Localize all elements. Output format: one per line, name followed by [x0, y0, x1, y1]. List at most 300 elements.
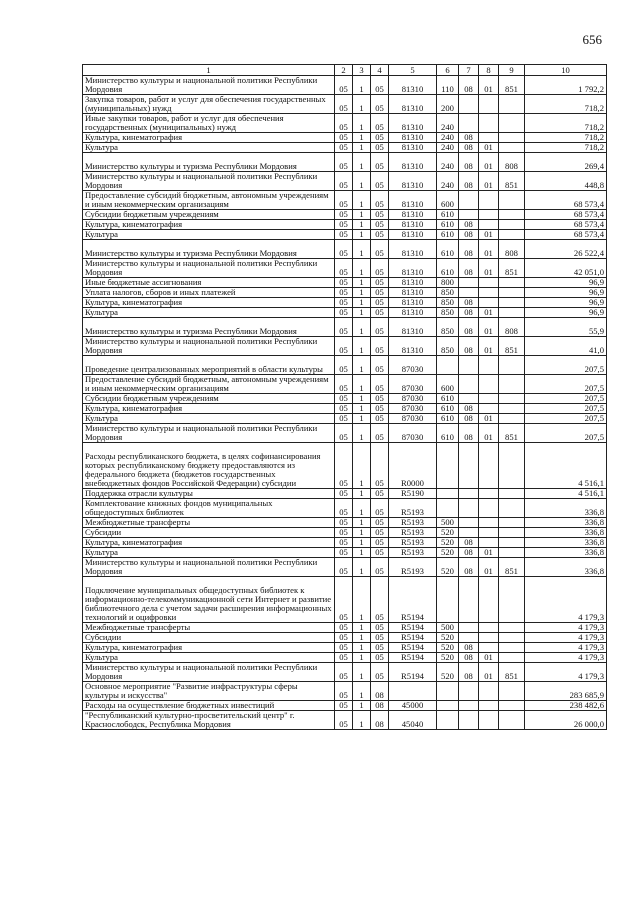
item-name-cell: Уплата налогов, сборов и иных платежей	[83, 288, 335, 298]
section-cell	[459, 210, 479, 220]
ministry-code-cell	[499, 308, 525, 318]
header-cell: 10	[525, 65, 607, 76]
section-cell: 08	[459, 76, 479, 95]
code-col3-cell: 1	[353, 404, 371, 414]
section-cell	[459, 711, 479, 730]
ministry-code-cell	[499, 443, 525, 489]
code-col4-cell: 08	[371, 711, 389, 730]
subsection-cell	[479, 394, 499, 404]
code-col3-cell: 1	[353, 711, 371, 730]
code-col4-cell: 05	[371, 558, 389, 577]
code-col2-cell: 05	[335, 394, 353, 404]
code-col3-cell: 1	[353, 538, 371, 548]
code-col4-cell: 05	[371, 404, 389, 414]
program-code-cell: 87030	[389, 414, 437, 424]
amount-cell: 4 516,1	[525, 443, 607, 489]
table-row	[83, 404, 607, 414]
program-code-cell: R5193	[389, 558, 437, 577]
ministry-code-cell	[499, 682, 525, 701]
code-col3-cell: 1	[353, 210, 371, 220]
subsection-cell	[479, 220, 499, 230]
code-col3-cell: 1	[353, 633, 371, 643]
table-row	[83, 308, 607, 318]
item-name-cell: Культура	[83, 308, 335, 318]
code-col3-cell: 1	[353, 653, 371, 663]
code-col3-cell: 1	[353, 356, 371, 375]
item-name-cell: Министерство культуры и национальной политики Республики Мордовия	[83, 76, 335, 95]
subsection-cell	[479, 623, 499, 633]
table-row	[83, 643, 607, 653]
section-cell	[459, 288, 479, 298]
section-cell	[459, 499, 479, 518]
amount-cell: 718,2	[525, 133, 607, 143]
code-col2-cell: 05	[335, 538, 353, 548]
code-col4-cell: 05	[371, 356, 389, 375]
code-col4-cell: 05	[371, 308, 389, 318]
expense-type-cell: 520	[437, 633, 459, 643]
amount-cell: 68 573,4	[525, 220, 607, 230]
amount-cell: 4 516,1	[525, 489, 607, 499]
amount-cell: 269,4	[525, 153, 607, 172]
item-name-cell: Субсидии бюджетным учреждениям	[83, 210, 335, 220]
expense-type-cell: 610	[437, 424, 459, 443]
ministry-code-cell	[499, 653, 525, 663]
ministry-code-cell	[499, 191, 525, 210]
code-col2-cell: 05	[335, 528, 353, 538]
code-col2-cell: 05	[335, 278, 353, 288]
expense-type-cell: 520	[437, 643, 459, 653]
program-code-cell: R0000	[389, 443, 437, 489]
table-row	[83, 278, 607, 288]
code-col3-cell: 1	[353, 424, 371, 443]
amount-cell: 4 179,3	[525, 643, 607, 653]
table-row	[83, 499, 607, 518]
program-code-cell: R5193	[389, 528, 437, 538]
subsection-cell	[479, 404, 499, 414]
table-row	[83, 337, 607, 356]
section-cell: 08	[459, 337, 479, 356]
expense-type-cell: 610	[437, 210, 459, 220]
header-cell: 6	[437, 65, 459, 76]
code-col3-cell: 1	[353, 577, 371, 623]
amount-cell: 68 573,4	[525, 210, 607, 220]
table-row	[83, 153, 607, 172]
program-code-cell: 81310	[389, 114, 437, 133]
code-col3-cell: 1	[353, 663, 371, 682]
section-cell	[459, 356, 479, 375]
code-col2-cell: 05	[335, 424, 353, 443]
program-code-cell: 87030	[389, 424, 437, 443]
program-code-cell: 45040	[389, 711, 437, 730]
page-number: 656	[582, 32, 602, 47]
program-code-cell: R5193	[389, 538, 437, 548]
code-col3-cell: 1	[353, 288, 371, 298]
item-name-cell: Поддержка отрасли культуры	[83, 489, 335, 499]
amount-cell: 26 000,0	[525, 711, 607, 730]
program-code-cell: 81310	[389, 133, 437, 143]
program-code-cell: 81310	[389, 95, 437, 114]
table-row	[83, 623, 607, 633]
code-col2-cell: 05	[335, 375, 353, 394]
code-col2-cell: 05	[335, 153, 353, 172]
ministry-code-cell: 808	[499, 153, 525, 172]
code-col3-cell: 1	[353, 172, 371, 191]
program-code-cell: R5190	[389, 489, 437, 499]
program-code-cell: 81310	[389, 210, 437, 220]
section-cell	[459, 623, 479, 633]
code-col2-cell: 05	[335, 318, 353, 337]
code-col3-cell: 1	[353, 114, 371, 133]
section-cell: 08	[459, 414, 479, 424]
program-code-cell: 81310	[389, 308, 437, 318]
code-col2-cell: 05	[335, 653, 353, 663]
code-col3-cell: 1	[353, 558, 371, 577]
program-code-cell: 81310	[389, 230, 437, 240]
code-col2-cell: 05	[335, 337, 353, 356]
section-cell	[459, 701, 479, 711]
table-row	[83, 538, 607, 548]
section-cell: 08	[459, 318, 479, 337]
expense-type-cell: 850	[437, 288, 459, 298]
header-cell: 3	[353, 65, 371, 76]
ministry-code-cell	[499, 404, 525, 414]
code-col4-cell: 05	[371, 443, 389, 489]
amount-cell: 207,5	[525, 394, 607, 404]
code-col3-cell: 1	[353, 489, 371, 499]
table-row	[83, 424, 607, 443]
code-col3-cell: 1	[353, 443, 371, 489]
code-col4-cell: 05	[371, 538, 389, 548]
item-name-cell: Подключение муниципальных общедоступных библиотек к информационно-телекоммуникационной сети Интернет и развитие библиотечного дела с учетом задачи расширения информационных технологий и оцифровки	[83, 577, 335, 623]
code-col2-cell: 05	[335, 489, 353, 499]
item-name-cell: Министерство культуры и национальной политики Республики Мордовия	[83, 259, 335, 278]
ministry-code-cell	[499, 394, 525, 404]
code-col2-cell: 05	[335, 623, 353, 633]
ministry-code-cell	[499, 489, 525, 499]
item-name-cell: Культура, кинематография	[83, 538, 335, 548]
subsection-cell	[479, 489, 499, 499]
subsection-cell: 01	[479, 558, 499, 577]
code-col2-cell: 05	[335, 548, 353, 558]
expense-type-cell: 520	[437, 528, 459, 538]
code-col2-cell: 05	[335, 577, 353, 623]
section-cell: 08	[459, 548, 479, 558]
expense-type-cell: 610	[437, 259, 459, 278]
ministry-code-cell	[499, 499, 525, 518]
expense-type-cell: 240	[437, 143, 459, 153]
amount-cell: 42 051,0	[525, 259, 607, 278]
section-cell: 08	[459, 172, 479, 191]
table-row	[83, 318, 607, 337]
expense-type-cell	[437, 701, 459, 711]
table-row	[83, 633, 607, 643]
item-name-cell: Культура	[83, 230, 335, 240]
subsection-cell	[479, 577, 499, 623]
amount-cell: 41,0	[525, 337, 607, 356]
expense-type-cell: 600	[437, 191, 459, 210]
expense-type-cell: 610	[437, 394, 459, 404]
subsection-cell	[479, 191, 499, 210]
code-col3-cell: 1	[353, 528, 371, 538]
item-name-cell: Комплектование книжных фондов муниципальных общедоступных библиотек	[83, 499, 335, 518]
ministry-code-cell	[499, 95, 525, 114]
subsection-cell: 01	[479, 153, 499, 172]
header-cell: 4	[371, 65, 389, 76]
table-row	[83, 288, 607, 298]
expense-type-cell: 610	[437, 414, 459, 424]
ministry-code-cell	[499, 623, 525, 633]
code-col2-cell: 05	[335, 518, 353, 528]
code-col2-cell: 05	[335, 95, 353, 114]
item-name-cell: Культура, кинематография	[83, 133, 335, 143]
code-col3-cell: 1	[353, 76, 371, 95]
program-code-cell: R5193	[389, 499, 437, 518]
section-cell: 08	[459, 653, 479, 663]
code-col4-cell: 05	[371, 489, 389, 499]
subsection-cell	[479, 528, 499, 538]
amount-cell: 336,8	[525, 528, 607, 538]
table-row	[83, 577, 607, 623]
amount-cell: 96,9	[525, 308, 607, 318]
table-row	[83, 240, 607, 259]
code-col4-cell: 05	[371, 424, 389, 443]
subsection-cell: 01	[479, 424, 499, 443]
code-col4-cell: 05	[371, 95, 389, 114]
code-col4-cell: 05	[371, 499, 389, 518]
amount-cell: 4 179,3	[525, 663, 607, 682]
item-name-cell: Культура, кинематография	[83, 220, 335, 230]
code-col4-cell: 05	[371, 240, 389, 259]
program-code-cell: 81310	[389, 278, 437, 288]
item-name-cell: Министерство культуры и туризма Республики Мордовия	[83, 153, 335, 172]
table-row	[83, 95, 607, 114]
code-col2-cell: 05	[335, 633, 353, 643]
amount-cell: 207,5	[525, 414, 607, 424]
code-col3-cell: 1	[353, 230, 371, 240]
subsection-cell	[479, 443, 499, 489]
ministry-code-cell: 808	[499, 240, 525, 259]
section-cell: 08	[459, 259, 479, 278]
program-code-cell: R5194	[389, 653, 437, 663]
ministry-code-cell	[499, 114, 525, 133]
table-row	[83, 210, 607, 220]
subsection-cell	[479, 95, 499, 114]
header-cell: 8	[479, 65, 499, 76]
code-col3-cell: 1	[353, 682, 371, 701]
program-code-cell: 87030	[389, 394, 437, 404]
table-row	[83, 143, 607, 153]
amount-cell: 336,8	[525, 518, 607, 528]
program-code-cell: 81310	[389, 153, 437, 172]
table-row	[83, 443, 607, 489]
amount-cell: 68 573,4	[525, 191, 607, 210]
code-col2-cell: 05	[335, 663, 353, 682]
item-name-cell: Иные закупки товаров, работ и услуг для обеспечения государственных (муниципальных) нужд	[83, 114, 335, 133]
section-cell	[459, 633, 479, 643]
code-col2-cell: 05	[335, 298, 353, 308]
code-col2-cell: 05	[335, 711, 353, 730]
code-col2-cell: 05	[335, 682, 353, 701]
amount-cell: 336,8	[525, 499, 607, 518]
section-cell	[459, 518, 479, 528]
code-col2-cell: 05	[335, 210, 353, 220]
subsection-cell	[479, 633, 499, 643]
subsection-cell: 01	[479, 414, 499, 424]
ministry-code-cell: 851	[499, 337, 525, 356]
code-col3-cell: 1	[353, 133, 371, 143]
ministry-code-cell	[499, 528, 525, 538]
item-name-cell: Расходы на осуществление бюджетных инвестиций	[83, 701, 335, 711]
subsection-cell	[479, 701, 499, 711]
ministry-code-cell: 851	[499, 259, 525, 278]
ministry-code-cell	[499, 375, 525, 394]
item-name-cell: Культура	[83, 143, 335, 153]
amount-cell: 4 179,3	[525, 633, 607, 643]
subsection-cell	[479, 210, 499, 220]
item-name-cell: Основное мероприятие "Развитие инфраструктуры сферы культуры и искусства"	[83, 682, 335, 701]
ministry-code-cell	[499, 298, 525, 308]
amount-cell: 718,2	[525, 143, 607, 153]
item-name-cell: Закупка товаров, работ и услуг для обеспечения государственных (муниципальных) нужд	[83, 95, 335, 114]
amount-cell: 336,8	[525, 548, 607, 558]
subsection-cell: 01	[479, 548, 499, 558]
table-row	[83, 548, 607, 558]
code-col3-cell: 1	[353, 278, 371, 288]
subsection-cell	[479, 288, 499, 298]
expense-type-cell	[437, 711, 459, 730]
header-cell: 2	[335, 65, 353, 76]
code-col2-cell: 05	[335, 288, 353, 298]
expense-type-cell: 850	[437, 298, 459, 308]
ministry-code-cell	[499, 356, 525, 375]
code-col4-cell: 05	[371, 230, 389, 240]
expense-type-cell: 240	[437, 153, 459, 172]
amount-cell: 336,8	[525, 558, 607, 577]
subsection-cell	[479, 499, 499, 518]
code-col4-cell: 05	[371, 259, 389, 278]
table-row	[83, 653, 607, 663]
code-col4-cell: 05	[371, 577, 389, 623]
item-name-cell: Министерство культуры и национальной политики Республики Мордовия	[83, 558, 335, 577]
ministry-code-cell	[499, 278, 525, 288]
subsection-cell: 01	[479, 308, 499, 318]
code-col4-cell: 05	[371, 643, 389, 653]
ministry-code-cell	[499, 711, 525, 730]
program-code-cell: R5193	[389, 548, 437, 558]
section-cell	[459, 95, 479, 114]
code-col3-cell: 1	[353, 220, 371, 230]
code-col4-cell: 05	[371, 548, 389, 558]
code-col4-cell: 05	[371, 172, 389, 191]
amount-cell: 4 179,3	[525, 623, 607, 633]
amount-cell: 207,5	[525, 356, 607, 375]
subsection-cell: 01	[479, 172, 499, 191]
program-code-cell: R5194	[389, 577, 437, 623]
section-cell: 08	[459, 558, 479, 577]
section-cell: 08	[459, 240, 479, 259]
program-code-cell: R5194	[389, 633, 437, 643]
expense-type-cell: 610	[437, 230, 459, 240]
program-code-cell: 81310	[389, 172, 437, 191]
table-row	[83, 191, 607, 210]
code-col2-cell: 05	[335, 220, 353, 230]
header-cell: 9	[499, 65, 525, 76]
expense-type-cell: 240	[437, 172, 459, 191]
code-col3-cell: 1	[353, 643, 371, 653]
code-col4-cell: 05	[371, 318, 389, 337]
code-col3-cell: 1	[353, 499, 371, 518]
code-col4-cell: 05	[371, 375, 389, 394]
subsection-cell	[479, 538, 499, 548]
ministry-code-cell: 851	[499, 76, 525, 95]
table-row	[83, 682, 607, 701]
expense-type-cell	[437, 443, 459, 489]
code-col4-cell: 05	[371, 114, 389, 133]
program-code-cell: R5194	[389, 623, 437, 633]
code-col4-cell: 05	[371, 518, 389, 528]
code-col2-cell: 05	[335, 499, 353, 518]
subsection-cell: 01	[479, 663, 499, 682]
item-name-cell: Министерство культуры и туризма Республики Мордовия	[83, 318, 335, 337]
amount-cell: 207,5	[525, 424, 607, 443]
code-col2-cell: 05	[335, 356, 353, 375]
subsection-cell	[479, 682, 499, 701]
table-row	[83, 375, 607, 394]
expense-type-cell: 610	[437, 404, 459, 414]
code-col3-cell: 1	[353, 375, 371, 394]
program-code-cell: 81310	[389, 191, 437, 210]
amount-cell: 96,9	[525, 298, 607, 308]
code-col2-cell: 05	[335, 404, 353, 414]
code-col3-cell: 1	[353, 337, 371, 356]
code-col3-cell: 1	[353, 153, 371, 172]
code-col4-cell: 05	[371, 133, 389, 143]
table-row	[83, 489, 607, 499]
code-col4-cell: 05	[371, 663, 389, 682]
item-name-cell: Министерство культуры и национальной политики Республики Мордовия	[83, 172, 335, 191]
code-col3-cell: 1	[353, 191, 371, 210]
code-col3-cell: 1	[353, 518, 371, 528]
program-code-cell: 81310	[389, 259, 437, 278]
item-name-cell: Культура, кинематография	[83, 404, 335, 414]
expense-type-cell: 610	[437, 240, 459, 259]
section-cell: 08	[459, 220, 479, 230]
code-col3-cell: 1	[353, 701, 371, 711]
code-col2-cell: 05	[335, 443, 353, 489]
ministry-code-cell: 851	[499, 558, 525, 577]
amount-cell: 283 685,9	[525, 682, 607, 701]
item-name-cell: Министерство культуры и национальной политики Республики Мордовия	[83, 424, 335, 443]
amount-cell: 448,8	[525, 172, 607, 191]
code-col3-cell: 1	[353, 259, 371, 278]
code-col3-cell: 1	[353, 394, 371, 404]
budget-table	[82, 64, 607, 730]
section-cell: 08	[459, 230, 479, 240]
section-cell	[459, 577, 479, 623]
amount-cell: 26 522,4	[525, 240, 607, 259]
expense-type-cell	[437, 682, 459, 701]
code-col4-cell: 05	[371, 288, 389, 298]
code-col3-cell: 1	[353, 318, 371, 337]
ministry-code-cell	[499, 538, 525, 548]
ministry-code-cell	[499, 230, 525, 240]
table-row	[83, 172, 607, 191]
amount-cell: 718,2	[525, 114, 607, 133]
code-col4-cell: 05	[371, 653, 389, 663]
section-cell: 08	[459, 143, 479, 153]
ministry-code-cell	[499, 414, 525, 424]
section-cell	[459, 443, 479, 489]
